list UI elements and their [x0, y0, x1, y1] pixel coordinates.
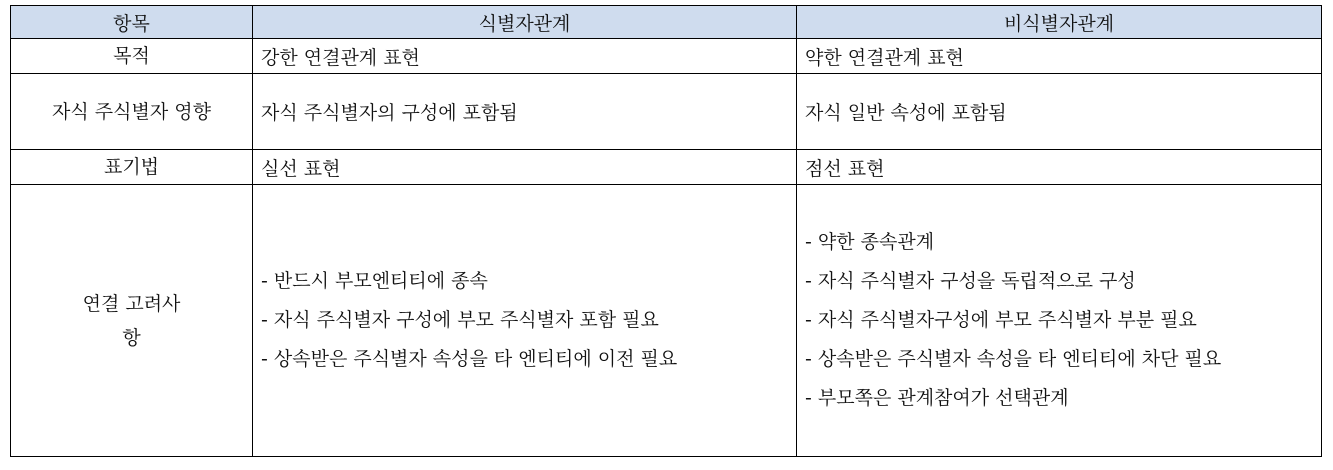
table-row — [11, 185, 1322, 457]
row-label-notation: 표기법 — [11, 150, 253, 185]
header-row — [11, 6, 1322, 39]
cell-non-identifying-purpose: 약한 연결관계 표현 — [797, 39, 1322, 74]
row-label-purpose: 목적 — [11, 39, 253, 74]
row-label-child-pk-effect: 자식 주식별자 영향 — [11, 74, 253, 150]
header-identifying: 식별자관계 — [253, 6, 797, 39]
bullet-item: - 상속받은 주식별자 속성을 타 엔티티에 차단 필요 — [805, 348, 1222, 370]
bullet-item: - 약한 종속관계 — [805, 231, 935, 253]
bullet-item: - 반드시 부모엔티티에 종속 — [261, 270, 488, 292]
bullet-item: - 자식 주식별자구성에 부모 주식별자 부분 필요 — [805, 309, 1197, 331]
cell-identifying-considerations — [253, 185, 797, 457]
bullet-item: - 상속받은 주식별자 속성을 타 엔티티에 이전 필요 — [261, 348, 678, 370]
cell-identifying-notation: 실선 표현 — [253, 150, 797, 185]
header-non-identifying: 비식별자관계 — [797, 6, 1322, 39]
header-item: 항목 — [11, 6, 253, 39]
bullet-item: - 부모쪽은 관계참여가 선택관계 — [805, 387, 1069, 409]
table-row — [11, 150, 1322, 185]
cell-identifying-purpose: 강한 연결관계 표현 — [253, 39, 797, 74]
cell-identifying-child-pk-effect: 자식 주식별자의 구성에 포함됨 — [253, 74, 797, 150]
row-label-considerations: 연결 고려사항 — [11, 185, 253, 457]
bullet-item: - 자식 주식별자 구성에 부모 주식별자 포함 필요 — [261, 309, 659, 331]
cell-non-identifying-notation: 점선 표현 — [797, 150, 1322, 185]
cell-non-identifying-considerations — [797, 185, 1322, 457]
cell-non-identifying-child-pk-effect: 자식 일반 속성에 포함됨 — [797, 74, 1322, 150]
table-row — [11, 39, 1322, 74]
table-row — [11, 74, 1322, 150]
comparison-table — [10, 5, 1322, 457]
bullet-item: - 자식 주식별자 구성을 독립적으로 구성 — [805, 270, 1136, 292]
